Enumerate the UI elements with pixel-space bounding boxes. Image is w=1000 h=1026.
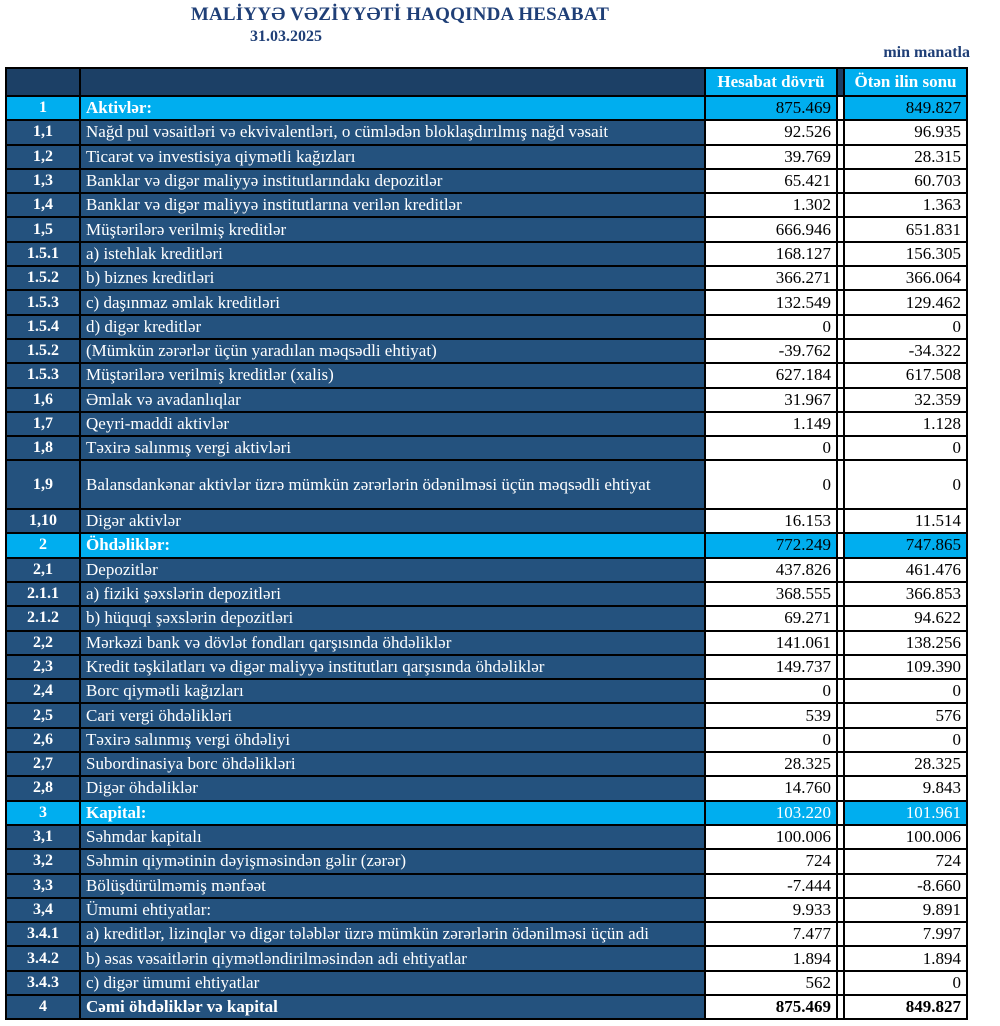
table-row xyxy=(7,729,966,751)
value-current: 141.061 xyxy=(706,632,836,654)
column-spacer xyxy=(838,534,843,556)
row-number: 2,5 xyxy=(7,704,79,726)
value-previous: 96.935 xyxy=(845,121,966,143)
table-row xyxy=(7,753,966,775)
row-number: 3,2 xyxy=(7,850,79,872)
value-current: 14.760 xyxy=(706,777,836,799)
column-spacer xyxy=(838,243,843,265)
value-previous: 1.128 xyxy=(845,413,966,435)
row-number: 3,4 xyxy=(7,899,79,921)
table-row xyxy=(7,340,966,362)
row-label: Müştərilərə verilmiş kreditlər (xalis) xyxy=(81,364,704,386)
table-row xyxy=(7,413,966,435)
row-number: 2,6 xyxy=(7,729,79,751)
value-previous: 1.894 xyxy=(845,947,966,969)
table-row xyxy=(7,267,966,289)
row-number: 1,7 xyxy=(7,413,79,435)
row-label: Subordinasiya borc öhdəlikləri xyxy=(81,753,704,775)
row-number: 2,3 xyxy=(7,656,79,678)
column-spacer xyxy=(838,947,843,969)
column-spacer xyxy=(838,170,843,192)
column-spacer xyxy=(838,559,843,581)
row-number: 3 xyxy=(7,802,79,824)
table-row xyxy=(7,461,966,508)
column-spacer xyxy=(838,413,843,435)
column-spacer xyxy=(838,996,843,1018)
row-label: Kredit təşkilatları və digər maliyyə institutları qarşısında öhdəliklər xyxy=(81,656,704,678)
table-row xyxy=(7,534,966,556)
table-row xyxy=(7,170,966,192)
table-header-row xyxy=(7,69,966,95)
table-row xyxy=(7,826,966,848)
value-current: 724 xyxy=(706,850,836,872)
value-current: 65.421 xyxy=(706,170,836,192)
report-date: 31.03.2025 xyxy=(250,28,322,45)
value-previous: 9.891 xyxy=(845,899,966,921)
column-spacer xyxy=(838,850,843,872)
value-current: 539 xyxy=(706,704,836,726)
header-label-cell xyxy=(81,69,704,95)
value-previous: 94.622 xyxy=(845,607,966,629)
row-number: 4 xyxy=(7,996,79,1018)
value-previous: 0 xyxy=(845,437,966,459)
row-number: 2,4 xyxy=(7,680,79,702)
column-spacer xyxy=(838,704,843,726)
value-current: 562 xyxy=(706,972,836,994)
row-label: Ticarət və investisiya qiymətli kağızları xyxy=(81,146,704,168)
row-number: 1,5 xyxy=(7,218,79,240)
row-number: 1,8 xyxy=(7,437,79,459)
row-label: b) hüquqi şəxslərin depozitləri xyxy=(81,607,704,629)
value-previous: 138.256 xyxy=(845,632,966,654)
value-current: 875.469 xyxy=(706,97,836,119)
value-previous: 366.064 xyxy=(845,267,966,289)
column-spacer xyxy=(838,680,843,702)
value-current: 627.184 xyxy=(706,364,836,386)
value-previous: 0 xyxy=(845,729,966,751)
row-number: 1.5.1 xyxy=(7,243,79,265)
value-current: 1.302 xyxy=(706,194,836,216)
value-current: 0 xyxy=(706,316,836,338)
row-label: Banklar və digər maliyyə institutlarındakı depozitlər xyxy=(81,170,704,192)
table-row xyxy=(7,802,966,824)
table-row xyxy=(7,947,966,969)
row-label: Kapital: xyxy=(81,802,704,824)
value-current: 31.967 xyxy=(706,389,836,411)
table-row xyxy=(7,510,966,532)
value-previous: 156.305 xyxy=(845,243,966,265)
table-row xyxy=(7,583,966,605)
value-previous: 724 xyxy=(845,850,966,872)
value-current: 437.826 xyxy=(706,559,836,581)
table-row xyxy=(7,243,966,265)
value-current: 103.220 xyxy=(706,802,836,824)
row-label: d) digər kreditlər xyxy=(81,316,704,338)
row-number: 1,2 xyxy=(7,146,79,168)
column-spacer xyxy=(838,632,843,654)
row-number: 1,6 xyxy=(7,389,79,411)
row-label: Digər öhdəliklər xyxy=(81,777,704,799)
row-label: Aktivlər: xyxy=(81,97,704,119)
column-spacer xyxy=(838,972,843,994)
row-label: Borc qiymətli kağızları xyxy=(81,680,704,702)
row-label: a) istehlak kreditləri xyxy=(81,243,704,265)
row-number: 2,7 xyxy=(7,753,79,775)
row-number: 1.5.4 xyxy=(7,316,79,338)
column-spacer xyxy=(838,899,843,921)
row-number: 1.5.2 xyxy=(7,267,79,289)
row-label: Öhdəliklər: xyxy=(81,534,704,556)
value-previous: 28.315 xyxy=(845,146,966,168)
value-current: 0 xyxy=(706,680,836,702)
value-previous: 60.703 xyxy=(845,170,966,192)
row-label: a) kreditlər, lizinqlər və digər tələblər üzrə mümkün zərərlərin ödənilməsi üçün adi xyxy=(81,923,704,945)
table-row xyxy=(7,121,966,143)
row-label: Mərkəzi bank və dövlət fondları qarşısında öhdəliklər xyxy=(81,632,704,654)
value-previous: 576 xyxy=(845,704,966,726)
column-spacer xyxy=(838,607,843,629)
row-number: 2,1 xyxy=(7,559,79,581)
page-title: MALİYYƏ VƏZİYYƏTİ HAQQINDA HESABAT xyxy=(190,4,610,25)
value-current: 0 xyxy=(706,461,836,508)
value-current: 69.271 xyxy=(706,607,836,629)
header-previous-period: Ötən ilin sonu xyxy=(845,69,966,95)
row-number: 1.5.3 xyxy=(7,291,79,313)
value-previous: 747.865 xyxy=(845,534,966,556)
column-spacer xyxy=(838,121,843,143)
column-spacer xyxy=(838,777,843,799)
value-current: 39.769 xyxy=(706,146,836,168)
column-spacer xyxy=(838,218,843,240)
row-number: 3,1 xyxy=(7,826,79,848)
value-previous: 849.827 xyxy=(845,996,966,1018)
value-previous: 849.827 xyxy=(845,97,966,119)
table-row xyxy=(7,680,966,702)
table-row xyxy=(7,437,966,459)
table-row xyxy=(7,364,966,386)
value-previous: 0 xyxy=(845,680,966,702)
value-previous: -8.660 xyxy=(845,875,966,897)
row-label: Qeyri-maddi aktivlər xyxy=(81,413,704,435)
row-label: Ümumi ehtiyatlar: xyxy=(81,899,704,921)
header-number-cell xyxy=(7,69,79,95)
row-number: 2.1.1 xyxy=(7,583,79,605)
row-number: 1,9 xyxy=(7,461,79,508)
value-previous: 1.363 xyxy=(845,194,966,216)
row-label: Cəmi öhdəliklər və kapital xyxy=(81,996,704,1018)
row-number: 1.5.3 xyxy=(7,364,79,386)
column-spacer xyxy=(838,389,843,411)
value-previous: 0 xyxy=(845,316,966,338)
row-label: Nağd pul vəsaitləri və ekvivalentləri, o cümlədən bloklaşdırılmış nağd vəsait xyxy=(81,121,704,143)
value-current: 132.549 xyxy=(706,291,836,313)
value-previous: 101.961 xyxy=(845,802,966,824)
row-number: 2,2 xyxy=(7,632,79,654)
column-spacer xyxy=(838,97,843,119)
table-row xyxy=(7,97,966,119)
value-current: -7.444 xyxy=(706,875,836,897)
value-current: 92.526 xyxy=(706,121,836,143)
table-row xyxy=(7,972,966,994)
column-spacer xyxy=(838,267,843,289)
table-row xyxy=(7,194,966,216)
table-row xyxy=(7,875,966,897)
column-spacer xyxy=(838,146,843,168)
value-current: 875.469 xyxy=(706,996,836,1018)
header-current-period: Hesabat dövrü xyxy=(706,69,836,95)
row-label: Səhmin qiymətinin dəyişməsindən gəlir (zərər) xyxy=(81,850,704,872)
financial-table xyxy=(5,67,968,1020)
row-label: Müştərilərə verilmiş kreditlər xyxy=(81,218,704,240)
table-row xyxy=(7,316,966,338)
row-label: Balansdankənar aktivlər üzrə mümkün zərərlərin ödənilməsi üçün məqsədli ehtiyat xyxy=(81,461,704,508)
row-number: 2 xyxy=(7,534,79,556)
value-previous: 28.325 xyxy=(845,753,966,775)
value-current: 28.325 xyxy=(706,753,836,775)
row-label: b) biznes kreditləri xyxy=(81,267,704,289)
column-spacer xyxy=(838,583,843,605)
value-previous: 109.390 xyxy=(845,656,966,678)
value-previous: 100.006 xyxy=(845,826,966,848)
value-current: 0 xyxy=(706,729,836,751)
column-spacer xyxy=(838,510,843,532)
column-spacer xyxy=(838,364,843,386)
table-row xyxy=(7,218,966,240)
row-number: 1,1 xyxy=(7,121,79,143)
column-spacer xyxy=(838,826,843,848)
value-current: 168.127 xyxy=(706,243,836,265)
value-previous: 7.997 xyxy=(845,923,966,945)
row-number: 1,3 xyxy=(7,170,79,192)
column-spacer xyxy=(838,437,843,459)
column-spacer xyxy=(838,461,843,508)
value-current: 772.249 xyxy=(706,534,836,556)
value-previous: 11.514 xyxy=(845,510,966,532)
column-spacer xyxy=(838,802,843,824)
row-label: Əmlak və avadanlıqlar xyxy=(81,389,704,411)
value-current: 7.477 xyxy=(706,923,836,945)
value-current: 100.006 xyxy=(706,826,836,848)
table-row xyxy=(7,632,966,654)
table-row xyxy=(7,656,966,678)
value-current: 149.737 xyxy=(706,656,836,678)
value-current: 366.271 xyxy=(706,267,836,289)
table-row xyxy=(7,704,966,726)
value-current: 16.153 xyxy=(706,510,836,532)
value-previous: 0 xyxy=(845,972,966,994)
row-label: Cari vergi öhdəlikləri xyxy=(81,704,704,726)
row-number: 3.4.1 xyxy=(7,923,79,945)
row-label: Təxirə salınmış vergi aktivləri xyxy=(81,437,704,459)
table-row xyxy=(7,996,966,1018)
value-current: 9.933 xyxy=(706,899,836,921)
value-previous: 651.831 xyxy=(845,218,966,240)
table-row xyxy=(7,923,966,945)
row-label: a) fiziki şəxslərin depozitləri xyxy=(81,583,704,605)
row-label: Digər aktivlər xyxy=(81,510,704,532)
value-previous: 617.508 xyxy=(845,364,966,386)
value-previous: 129.462 xyxy=(845,291,966,313)
column-spacer xyxy=(838,340,843,362)
value-current: 666.946 xyxy=(706,218,836,240)
table-row xyxy=(7,291,966,313)
row-number: 1.5.2 xyxy=(7,340,79,362)
value-current: -39.762 xyxy=(706,340,836,362)
value-previous: -34.322 xyxy=(845,340,966,362)
row-label: Banklar və digər maliyyə institutlarına verilən kreditlər xyxy=(81,194,704,216)
column-spacer xyxy=(838,316,843,338)
row-label: Bölüşdürülməmiş mənfəət xyxy=(81,875,704,897)
table-row xyxy=(7,777,966,799)
value-current: 1.149 xyxy=(706,413,836,435)
value-previous: 366.853 xyxy=(845,583,966,605)
table-row xyxy=(7,559,966,581)
table-row xyxy=(7,607,966,629)
value-previous: 461.476 xyxy=(845,559,966,581)
table-row xyxy=(7,850,966,872)
row-label: b) əsas vəsaitlərin qiymətləndirilməsindən adi ehtiyatlar xyxy=(81,947,704,969)
column-spacer xyxy=(838,923,843,945)
value-current: 0 xyxy=(706,437,836,459)
value-previous: 0 xyxy=(845,461,966,508)
row-number: 3.4.2 xyxy=(7,947,79,969)
row-number: 1 xyxy=(7,97,79,119)
column-spacer xyxy=(838,194,843,216)
row-number: 2,8 xyxy=(7,777,79,799)
row-label: Səhmdar kapitalı xyxy=(81,826,704,848)
value-current: 1.894 xyxy=(706,947,836,969)
row-label: Təxirə salınmış vergi öhdəliyi xyxy=(81,729,704,751)
column-spacer xyxy=(838,875,843,897)
column-spacer xyxy=(838,69,843,95)
row-label: Depozitlər xyxy=(81,559,704,581)
row-number: 1,10 xyxy=(7,510,79,532)
column-spacer xyxy=(838,729,843,751)
row-label: c) daşınmaz əmlak kreditləri xyxy=(81,291,704,313)
row-label: c) digər ümumi ehtiyatlar xyxy=(81,972,704,994)
row-number: 1,4 xyxy=(7,194,79,216)
value-current: 368.555 xyxy=(706,583,836,605)
table-row xyxy=(7,146,966,168)
value-previous: 9.843 xyxy=(845,777,966,799)
table-row xyxy=(7,899,966,921)
column-spacer xyxy=(838,656,843,678)
unit-note: min manatla xyxy=(883,44,970,61)
column-spacer xyxy=(838,291,843,313)
column-spacer xyxy=(838,753,843,775)
table-row xyxy=(7,389,966,411)
row-number: 2.1.2 xyxy=(7,607,79,629)
row-number: 3,3 xyxy=(7,875,79,897)
value-previous: 32.359 xyxy=(845,389,966,411)
row-label: (Mümkün zərərlər üçün yaradılan məqsədli ehtiyat) xyxy=(81,340,704,362)
row-number: 3.4.3 xyxy=(7,972,79,994)
